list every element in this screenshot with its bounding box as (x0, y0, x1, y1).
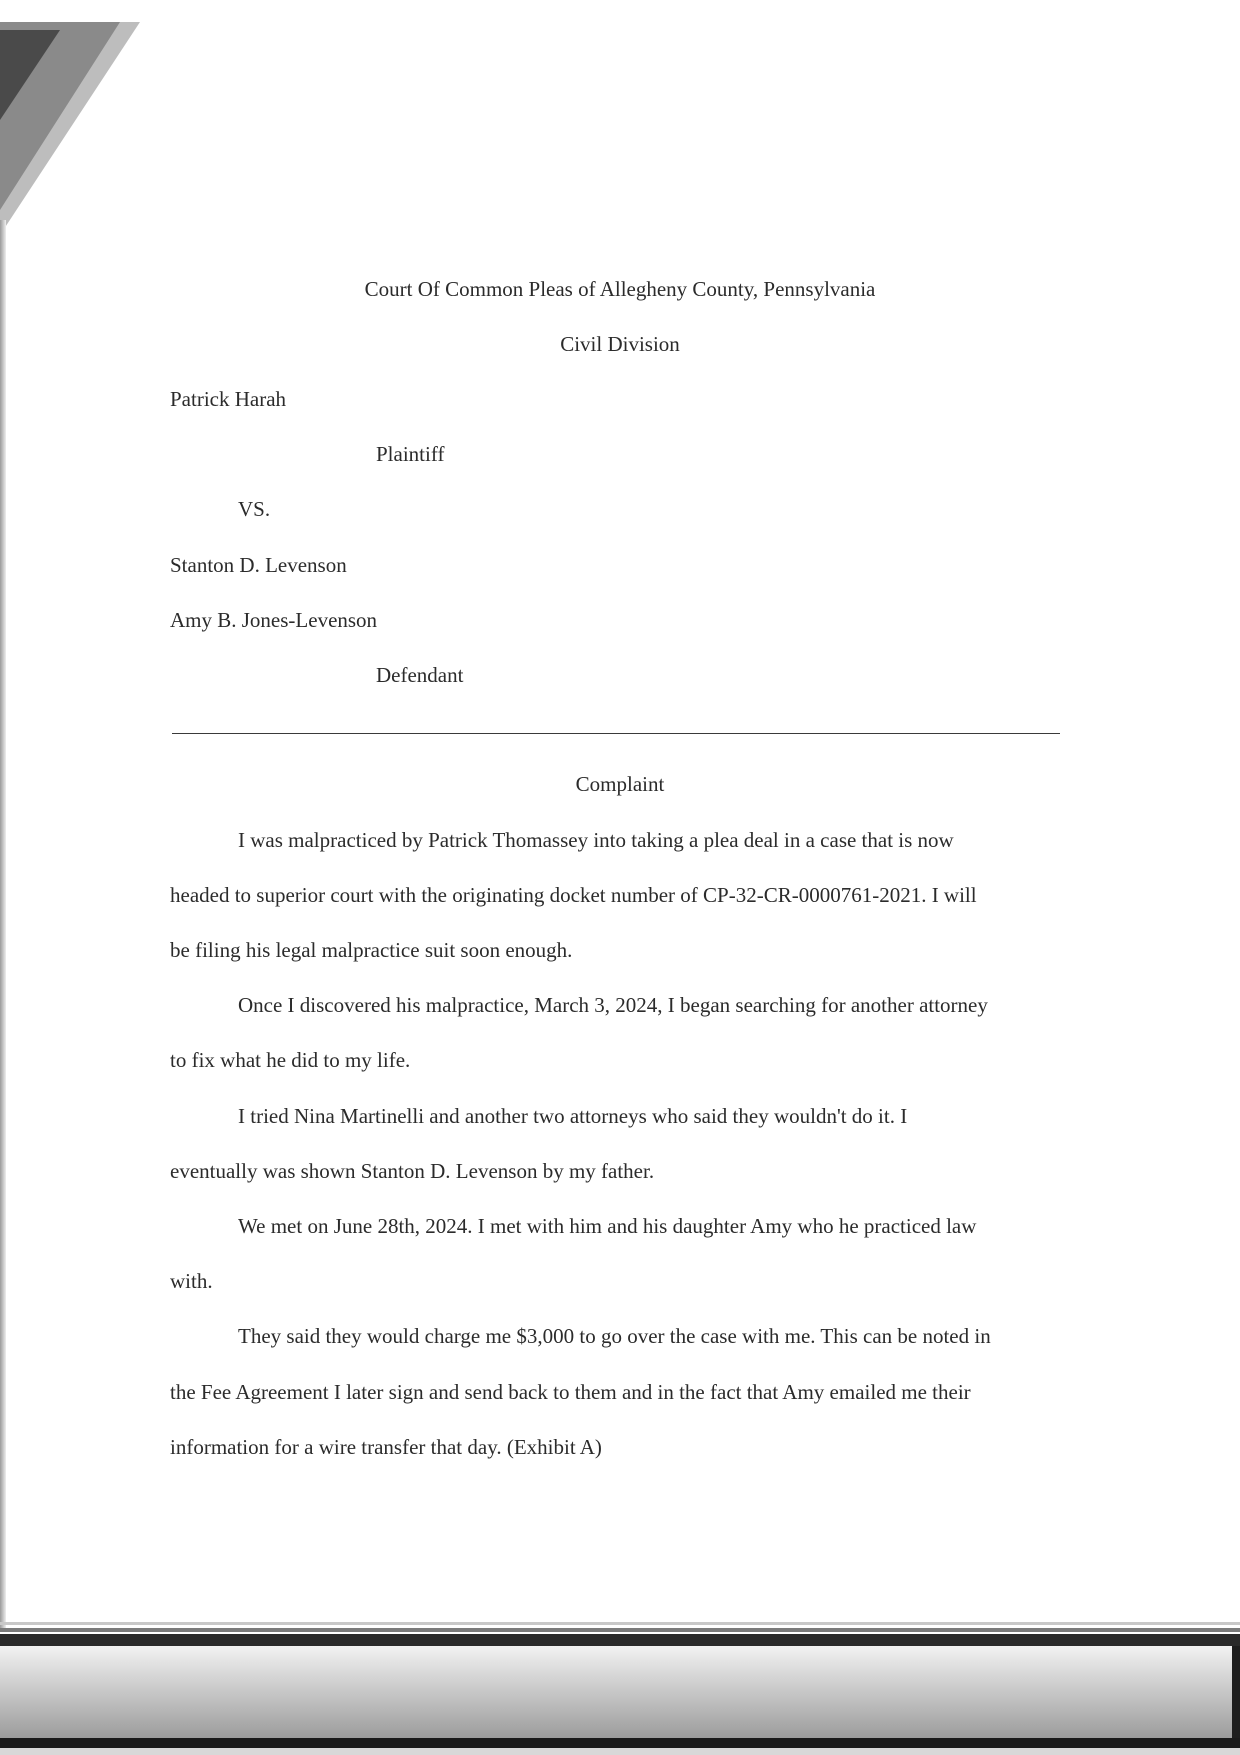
body-line: to fix what he did to my life. (170, 1048, 411, 1072)
body-line: headed to superior court with the originating docket number of CP-32-CR-0000761-2021. I will (170, 883, 977, 907)
body-line: I was malpracticed by Patrick Thomassey into taking a plea deal in a case that is now (238, 828, 954, 852)
body-line: Once I discovered his malpractice, March 3, 2024, I began searching for another attorney (238, 993, 988, 1017)
scanner-bottom-edge (0, 1622, 1240, 1755)
defendant-name-1: Stanton D. Levenson (170, 553, 347, 577)
division-heading: Civil Division (560, 332, 680, 356)
plaintiff-label: Plaintiff (376, 442, 445, 466)
defendant-label: Defendant (376, 663, 464, 687)
defendant-name-2: Amy B. Jones-Levenson (170, 608, 378, 632)
page-edge-shadow (0, 220, 6, 1630)
body-line: We met on June 28th, 2024. I met with him and his daughter Amy who he practiced law (238, 1214, 977, 1238)
court-heading: Court Of Common Pleas of Allegheny County, Pennsylvania (364, 277, 876, 301)
body-line: They said they would charge me $3,000 to go over the case with me. This can be noted in (238, 1324, 991, 1348)
folded-corner-shadow (0, 0, 150, 260)
body-line: with. (170, 1269, 213, 1293)
body-line: I tried Nina Martinelli and another two attorneys who said they wouldn't do it. I (238, 1104, 908, 1128)
document-title: Complaint (575, 772, 665, 796)
plaintiff-name: Patrick Harah (170, 387, 287, 411)
body-line: information for a wire transfer that day. (Exhibit A) (170, 1435, 602, 1459)
caption-divider (172, 733, 1060, 734)
body-line: the Fee Agreement I later sign and send back to them and in the fact that Amy emailed me their (170, 1380, 971, 1404)
body-line: be filing his legal malpractice suit soon enough. (170, 938, 573, 962)
body-line: eventually was shown Stanton D. Levenson by my father. (170, 1159, 655, 1183)
versus: VS. (238, 497, 271, 521)
